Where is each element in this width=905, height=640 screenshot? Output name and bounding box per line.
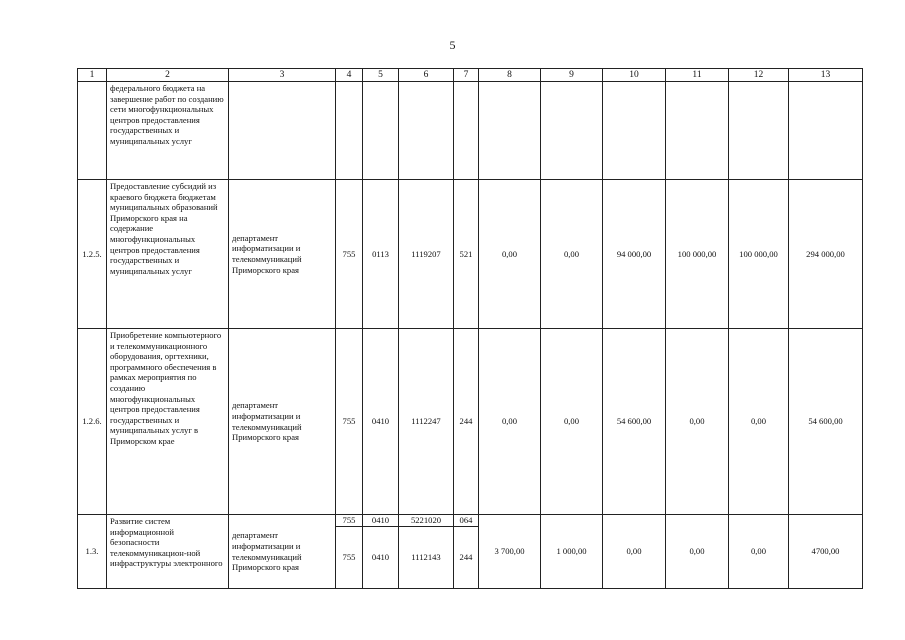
cell-c11: 0,00 [666, 329, 729, 515]
column-header: 4 [336, 69, 363, 82]
column-header: 8 [479, 69, 541, 82]
cell-c8 [479, 82, 541, 180]
cell-c13: 54 600,00 [789, 329, 863, 515]
cell-c8: 0,00 [479, 180, 541, 329]
table-row [78, 515, 863, 527]
cell-c10: 94 000,00 [603, 180, 666, 329]
column-header: 12 [729, 69, 789, 82]
cell-c12: 100 000,00 [729, 180, 789, 329]
cell-c12: 0,00 [729, 515, 789, 589]
cell-c5 [363, 82, 399, 180]
cell-c6 [399, 82, 454, 180]
cell-c4 [336, 82, 363, 180]
cell-c7 [454, 82, 479, 180]
cell-c8: 0,00 [479, 329, 541, 515]
column-header: 9 [541, 69, 603, 82]
column-header: 5 [363, 69, 399, 82]
cell-c9 [541, 82, 603, 180]
cell-c10: 54 600,00 [603, 329, 666, 515]
cell-c13: 4700,00 [789, 515, 863, 589]
cell-c13: 294 000,00 [789, 180, 863, 329]
column-header: 11 [666, 69, 729, 82]
row-description: Приобретение компьютерного и телекоммуникационного оборудования, оргтехники, программного обеспечения в рамках мероприятия по созданию многофункциональных центров предоставления государственных и муниципальных услуг в Приморском крае [107, 329, 229, 515]
cell-c10 [603, 82, 666, 180]
cell-c11 [666, 82, 729, 180]
row-number: 1.2.5. [78, 180, 107, 329]
cell-c11: 0,00 [666, 515, 729, 589]
column-header: 6 [399, 69, 454, 82]
cell-c5: 0410 [363, 329, 399, 515]
page-number: 5 [449, 38, 456, 52]
budget-table [77, 68, 863, 589]
row-number: 1.2.6. [78, 329, 107, 515]
cell-c4: 755 [336, 180, 363, 329]
cell-c6: 1119207 [399, 180, 454, 329]
row-description: Развитие систем информационной безопасности телекоммуникацион-ной инфраструктуры электронного [107, 515, 229, 589]
cell-c9: 0,00 [541, 180, 603, 329]
cell-c4: 755 [336, 527, 363, 589]
row-number: 1.3. [78, 515, 107, 589]
cell-c12: 0,00 [729, 329, 789, 515]
cell-c9: 1 000,00 [541, 515, 603, 589]
column-header: 7 [454, 69, 479, 82]
table-row [78, 82, 863, 180]
cell-c5: 0410 [363, 527, 399, 589]
cell-c7: 521 [454, 180, 479, 329]
cell-c6: 1112247 [399, 329, 454, 515]
cell-c11: 100 000,00 [666, 180, 729, 329]
cell-c5: 0113 [363, 180, 399, 329]
cell-c7: 244 [454, 527, 479, 589]
cell-c6: 1112143 [399, 527, 454, 589]
column-header: 13 [789, 69, 863, 82]
row-executor: департамент информатизации и телекоммуникаций Приморского края [229, 180, 336, 329]
cell-c4: 755 [336, 329, 363, 515]
column-header: 2 [107, 69, 229, 82]
cell-c13 [789, 82, 863, 180]
cell-c7: 064 [454, 515, 479, 527]
row-description: федерального бюджета на завершение работ по созданию сети многофункциональных центров предоставления государственных и муниципальных услуг [107, 82, 229, 180]
table-row [78, 329, 863, 515]
column-header: 3 [229, 69, 336, 82]
header-row [78, 69, 863, 82]
column-header: 10 [603, 69, 666, 82]
row-executor [229, 82, 336, 180]
cell-c5: 0410 [363, 515, 399, 527]
row-number [78, 82, 107, 180]
cell-c8: 3 700,00 [479, 515, 541, 589]
cell-c4: 755 [336, 515, 363, 527]
row-executor: департамент информатизации и телекоммуникаций Приморского края [229, 515, 336, 589]
table-row [78, 180, 863, 329]
cell-c6: 5221020 [399, 515, 454, 527]
cell-c10: 0,00 [603, 515, 666, 589]
cell-c9: 0,00 [541, 329, 603, 515]
column-header: 1 [78, 69, 107, 82]
row-description: Предоставление субсидий из краевого бюджета бюджетам муниципальных образований Приморского края на содержание многофункциональных центров предоставления государственных и муниципальных услуг [107, 180, 229, 329]
row-executor: департамент информатизации и телекоммуникаций Приморского края [229, 329, 336, 515]
cell-c7: 244 [454, 329, 479, 515]
cell-c12 [729, 82, 789, 180]
